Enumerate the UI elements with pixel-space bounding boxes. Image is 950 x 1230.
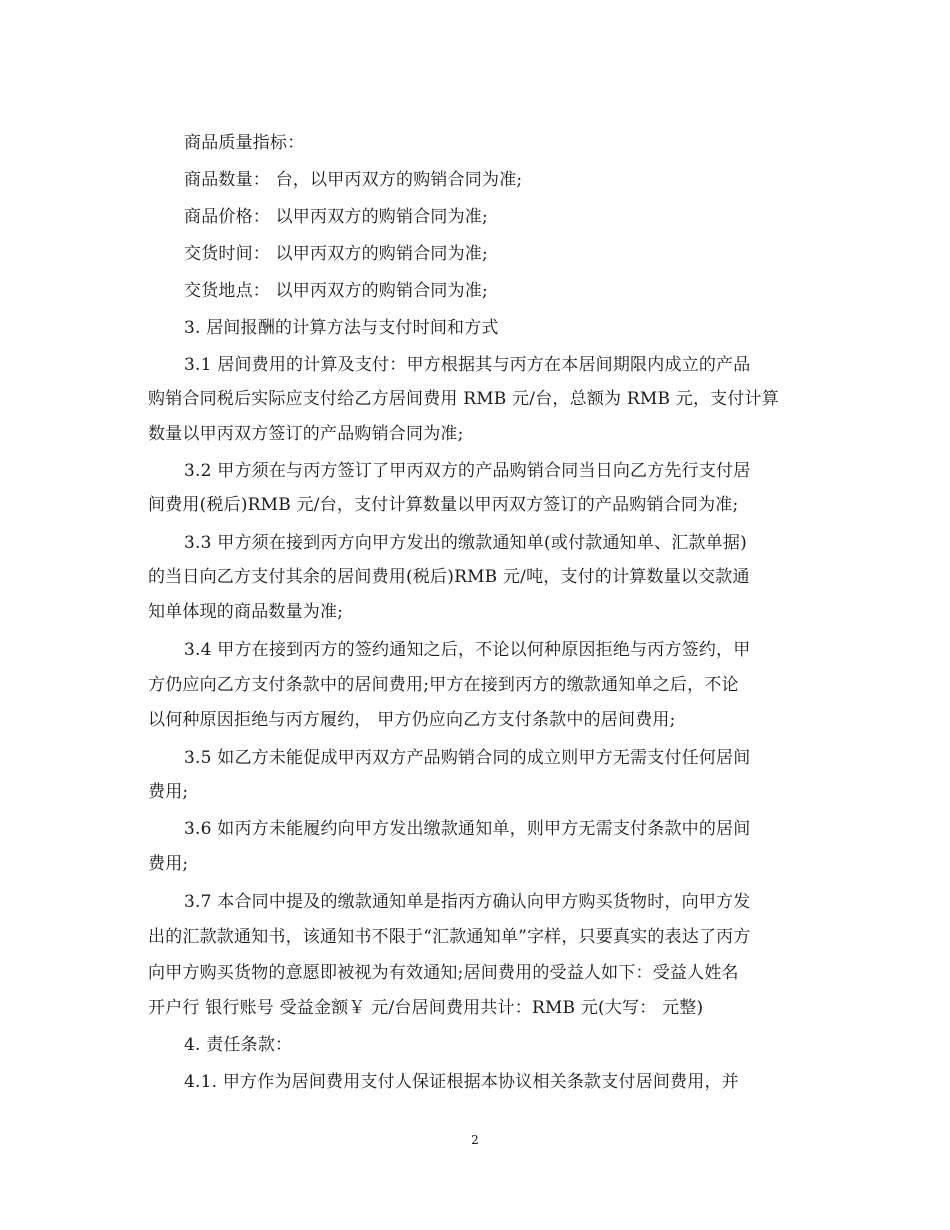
text-line: 出的汇款款通知书，该通知书不限于“汇款通知单”字样，只要真实的表达了丙方 — [148, 927, 751, 947]
text-line: 3.2 甲方须在与丙方签订了甲丙双方的产品购销合同当日向乙方先行支付居 — [184, 461, 751, 481]
text-line: 费用; — [148, 854, 189, 874]
text-line: 以何种原因拒绝与丙方履约， 甲方仍应向乙方支付条款中的居间费用; — [148, 710, 676, 730]
text-line: 数量以甲丙双方签订的产品购销合同为准; — [148, 424, 464, 444]
text-line: 开户行 银行账号 受益金额￥ 元/台居间费用共计：RMB 元(大写： 元整) — [148, 998, 704, 1018]
text-line: 商品数量： 台，以甲丙双方的购销合同为准; — [184, 170, 523, 190]
text-line: 购销合同税后实际应支付给乙方居间费用 RMB 元/台，总额为 RMB 元，支付计算 — [148, 389, 779, 409]
text-line: 交货时间： 以甲丙双方的购销合同为准; — [184, 244, 488, 264]
text-line: 费用; — [148, 782, 189, 802]
section-heading: 3. 居间报酬的计算方法与支付时间和方式 — [184, 318, 499, 338]
text-line: 4.1. 甲方作为居间费用支付人保证根据本协议相关条款支付居间费用，并 — [184, 1072, 739, 1092]
text-line: 商品质量指标： — [184, 133, 305, 153]
text-line: 3.6 如丙方未能履约向甲方发出缴款通知单，则甲方无需支付条款中的居间 — [184, 819, 751, 839]
page-number: 2 — [471, 1133, 479, 1147]
text-line: 3.4 甲方在接到丙方的签约通知之后，不论以何种原因拒绝与丙方签约，甲 — [184, 640, 751, 660]
text-line: 方仍应向乙方支付条款中的居间费用;甲方在接到丙方的缴款通知单之后，不论 — [148, 675, 739, 695]
section-heading: 4. 责任条款： — [184, 1035, 293, 1055]
text-line: 3.5 如乙方未能促成甲丙双方产品购销合同的成立则甲方无需支付任何居间 — [184, 748, 751, 768]
text-line: 3.1 居间费用的计算及支付：甲方根据其与丙方在本居间期限内成立的产品 — [184, 355, 751, 375]
text-line: 3.7 本合同中提及的缴款通知单是指丙方确认向甲方购买货物时，向甲方发 — [184, 892, 751, 912]
text-line: 的当日向乙方支付其余的居间费用(税后)RMB 元/吨，支付的计算数量以交款通 — [148, 567, 750, 587]
text-line: 交货地点： 以甲丙双方的购销合同为准; — [184, 281, 488, 301]
text-line: 3.3 甲方须在接到丙方向甲方发出的缴款通知单(或付款通知单、汇款单据) — [184, 533, 747, 553]
text-line: 间费用(税后)RMB 元/台，支付计算数量以甲丙双方签订的产品购销合同为准; — [148, 495, 739, 515]
text-line: 向甲方购买货物的意愿即被视为有效通知;居间费用的受益人如下：受益人姓名 — [148, 963, 739, 983]
text-line: 知单体现的商品数量为准; — [148, 602, 344, 622]
text-line: 商品价格： 以甲丙双方的购销合同为准; — [184, 207, 488, 227]
